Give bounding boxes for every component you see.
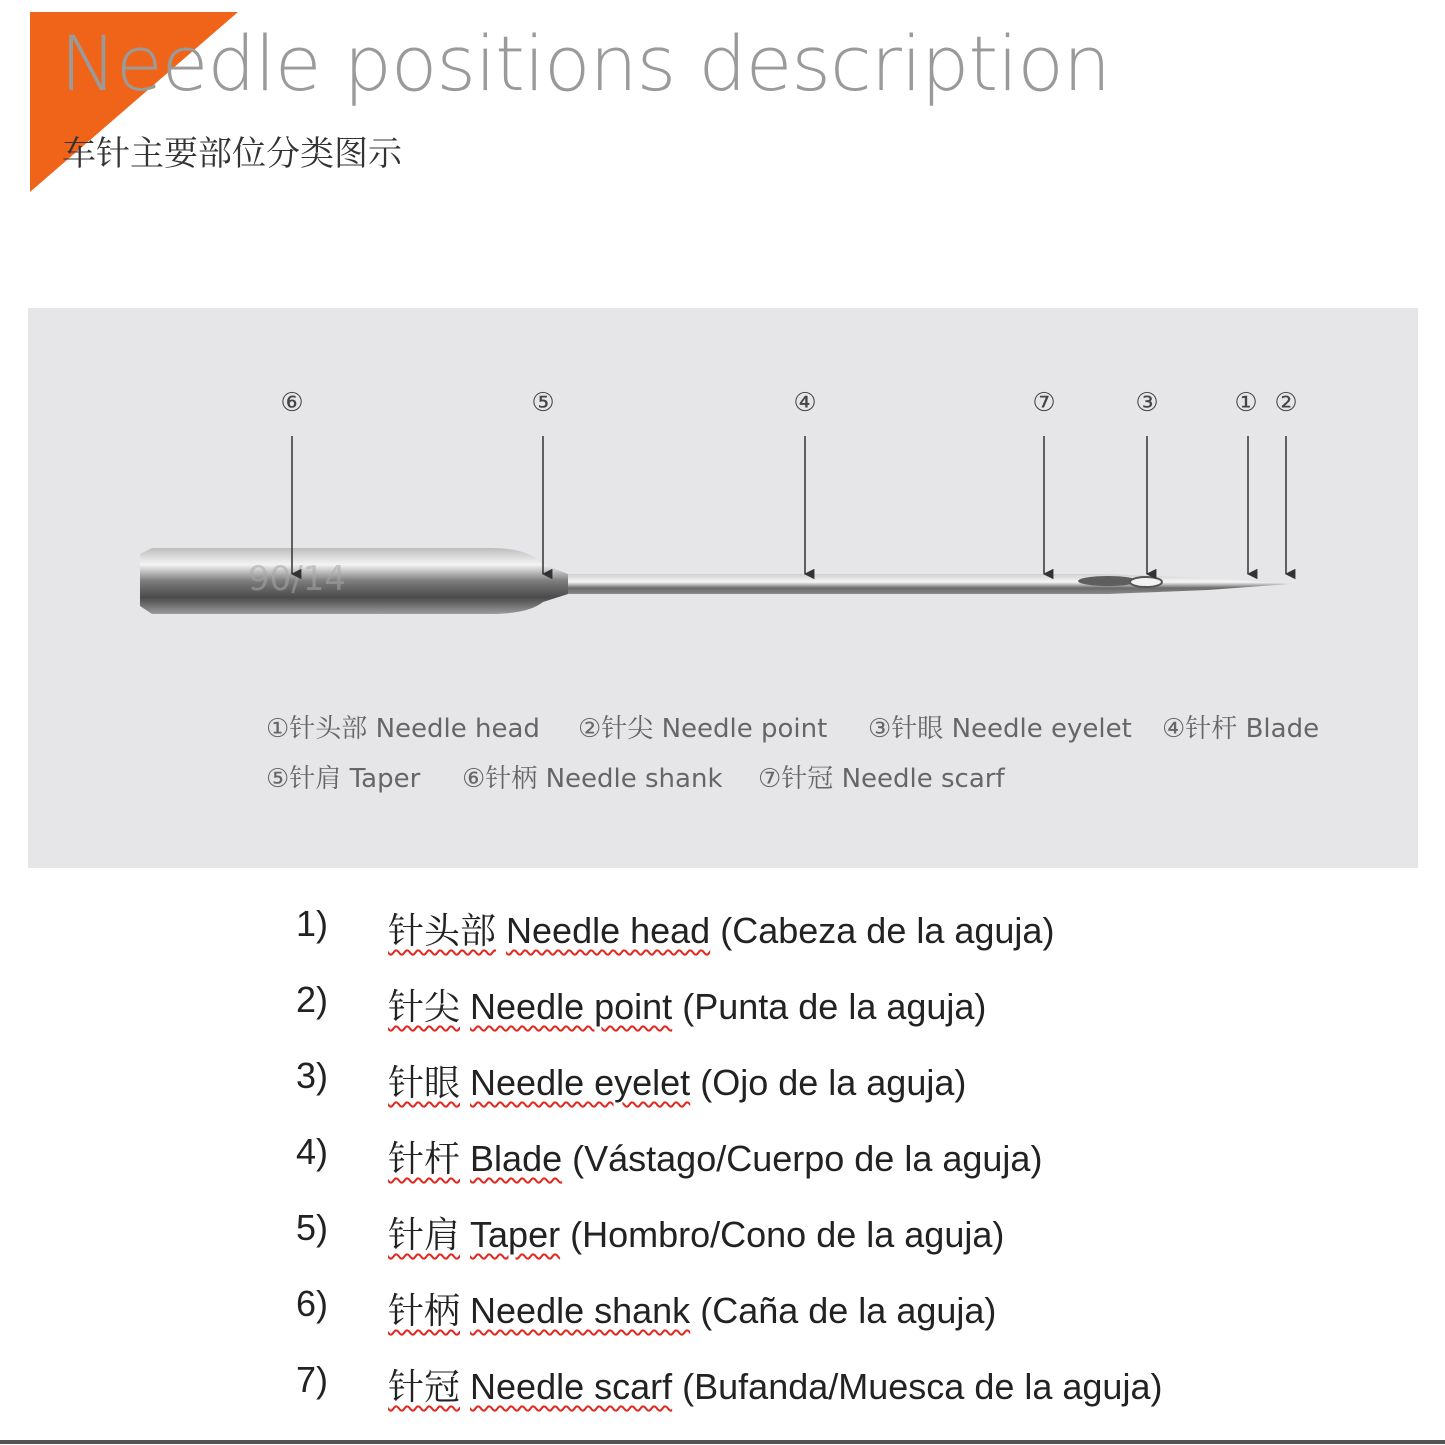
es-term: (Bufanda/Muesca de la aguja) <box>682 1366 1163 1407</box>
en-term: Needle scarf <box>470 1366 673 1407</box>
list-item <box>0 895 1445 955</box>
bottom-divider <box>0 1440 1445 1444</box>
legend-item-taper: ⑤针肩 Taper <box>266 764 421 794</box>
list-item-text <box>388 1207 1004 1258</box>
es-term: (Cabeza de la aguja) <box>720 910 1055 951</box>
marker-label-4: ④ <box>793 388 817 418</box>
needle-blade-shape <box>568 574 1290 594</box>
cn-term: 针尖 <box>388 986 461 1027</box>
list-item-text <box>388 1359 1162 1410</box>
needle-illustration <box>28 308 1418 868</box>
es-term: (Caña de la aguja) <box>700 1290 997 1331</box>
list-item-index: 5) <box>296 1207 329 1248</box>
list-item <box>0 1351 1445 1411</box>
legend-item-needle-scarf: ⑦针冠 Needle scarf <box>758 764 1005 794</box>
marker-label-3: ③ <box>1135 388 1159 418</box>
list-item-index: 2) <box>296 979 329 1020</box>
es-term: (Hombro/Cono de la aguja) <box>570 1214 1005 1255</box>
en-term: Needle head <box>506 910 711 951</box>
en-term: Taper <box>470 1214 561 1255</box>
engraving-text: 90/14 <box>248 559 346 599</box>
legend-item-blade: ④针杆 Blade <box>1162 714 1320 744</box>
list-item <box>0 1199 1445 1259</box>
cn-term: 针柄 <box>388 1290 461 1331</box>
list-item-index: 7) <box>296 1359 329 1400</box>
legend-item-needle-point: ②针尖 Needle point <box>578 714 828 744</box>
list-item <box>0 1123 1445 1183</box>
es-term: (Punta de la aguja) <box>682 986 987 1027</box>
page-title: Needle positions description <box>60 19 1110 108</box>
marker-label-5: ⑤ <box>531 388 555 418</box>
es-term: (Vástago/Cuerpo de la aguja) <box>572 1138 1043 1179</box>
list-item-index: 4) <box>296 1131 329 1172</box>
list-item <box>0 1275 1445 1335</box>
page-subtitle: 车针主要部位分类图示 <box>62 134 402 174</box>
es-term: (Ojo de la aguja) <box>700 1062 967 1103</box>
list-item-index: 6) <box>296 1283 329 1324</box>
marker-label-7: ⑦ <box>1032 388 1056 418</box>
list-item <box>0 1047 1445 1107</box>
cn-term: 针头部 <box>388 910 497 951</box>
en-term: Needle point <box>470 986 673 1027</box>
en-term: Needle shank <box>470 1290 691 1331</box>
legend-item-needle-shank: ⑥针柄 Needle shank <box>462 764 723 794</box>
legend-item-needle-head: ①针头部 Needle head <box>266 714 540 744</box>
needle-scarf-shape <box>1078 576 1138 586</box>
list-item <box>0 971 1445 1031</box>
list-item-text <box>388 1283 996 1334</box>
en-term: Blade <box>470 1138 563 1179</box>
cn-term: 针杆 <box>388 1138 461 1179</box>
marker-label-1: ① <box>1234 388 1258 418</box>
list-item-text <box>388 979 986 1030</box>
cn-term: 针眼 <box>388 1062 461 1103</box>
list-item-text <box>388 903 1054 954</box>
list-item-index: 3) <box>296 1055 329 1096</box>
needle-diagram-panel <box>28 308 1418 868</box>
marker-label-6: ⑥ <box>280 388 304 418</box>
legend-item-needle-eyelet: ③针眼 Needle eyelet <box>868 714 1132 744</box>
list-item-index: 1) <box>296 903 329 944</box>
list-item-text <box>388 1131 1042 1182</box>
list-item-text <box>388 1055 966 1106</box>
en-term: Needle eyelet <box>470 1062 691 1103</box>
needle-eyelet-shape <box>1130 577 1162 587</box>
cn-term: 针冠 <box>388 1366 461 1407</box>
cn-term: 针肩 <box>388 1214 461 1255</box>
needle-shank-shape <box>140 548 568 614</box>
marker-label-2: ② <box>1274 388 1298 418</box>
